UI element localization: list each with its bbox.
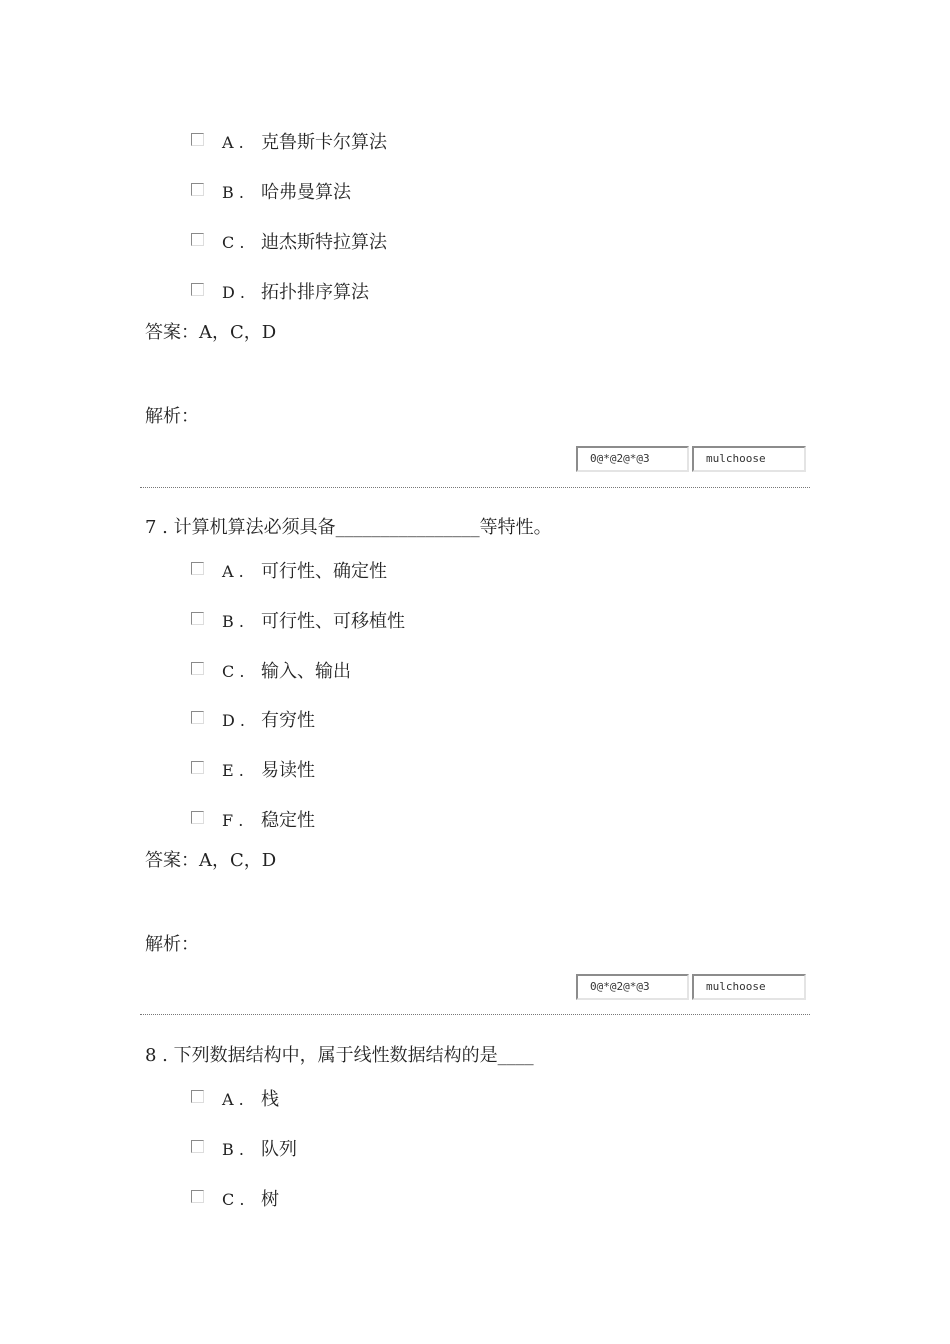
q7-option-e[interactable]	[191, 760, 451, 782]
q6-option-d[interactable]	[191, 282, 451, 304]
option-letter: A .	[222, 1090, 244, 1109]
q7-answer: 答案：A，C，D	[145, 850, 277, 871]
option-letter: C .	[222, 1190, 245, 1209]
checkbox[interactable]	[191, 133, 204, 146]
divider	[140, 487, 810, 488]
divider	[140, 1014, 810, 1015]
q7-option-a[interactable]	[191, 561, 451, 583]
q6-type-field[interactable]: mulchoose	[692, 446, 806, 472]
option-letter: A .	[222, 133, 244, 152]
q6-answer: 答案：A，C，D	[145, 322, 277, 343]
checkbox[interactable]	[191, 711, 204, 724]
q7-type-field[interactable]: mulchoose	[692, 974, 806, 1000]
checkbox[interactable]	[191, 662, 204, 675]
checkbox[interactable]	[191, 811, 204, 824]
q7-score-field[interactable]: 0@*@2@*@3	[576, 974, 689, 1000]
option-letter: C .	[222, 662, 245, 681]
q6-score-field[interactable]: 0@*@2@*@3	[576, 446, 689, 472]
option-text: 有穷性	[261, 710, 315, 731]
checkbox[interactable]	[191, 1140, 204, 1153]
option-letter: D .	[222, 283, 245, 302]
q8-question: 8 . 下列数据结构中，属于线性数据结构的是____	[145, 1045, 534, 1066]
q6-option-c[interactable]	[191, 232, 451, 254]
checkbox[interactable]	[191, 761, 204, 774]
option-letter: B .	[222, 183, 244, 202]
option-letter: B .	[222, 1140, 244, 1159]
option-text: 迪杰斯特拉算法	[261, 232, 387, 253]
q7-option-b[interactable]	[191, 611, 451, 633]
option-letter: A .	[222, 562, 244, 581]
checkbox[interactable]	[191, 233, 204, 246]
option-letter: F .	[222, 811, 244, 830]
option-text: 易读性	[261, 760, 315, 781]
option-text: 输入、输出	[261, 661, 351, 682]
option-text: 克鲁斯卡尔算法	[261, 132, 387, 153]
option-text: 可行性、确定性	[261, 561, 387, 582]
option-text: 哈弗曼算法	[261, 182, 351, 203]
option-text: 拓扑排序算法	[261, 282, 369, 303]
checkbox[interactable]	[191, 183, 204, 196]
option-text: 可行性、可移植性	[261, 611, 405, 632]
checkbox[interactable]	[191, 283, 204, 296]
option-text: 栈	[261, 1089, 279, 1110]
q6-analysis-label: 解析：	[145, 406, 199, 427]
checkbox[interactable]	[191, 1190, 204, 1203]
option-text: 队列	[261, 1139, 297, 1160]
q8-option-a[interactable]	[191, 1089, 451, 1111]
option-letter: C .	[222, 233, 245, 252]
option-text: 稳定性	[261, 810, 315, 831]
q8-option-c[interactable]	[191, 1189, 451, 1211]
q6-option-a[interactable]	[191, 132, 451, 154]
q6-option-b[interactable]	[191, 182, 451, 204]
checkbox[interactable]	[191, 1090, 204, 1103]
q7-analysis-label: 解析：	[145, 934, 199, 955]
checkbox[interactable]	[191, 612, 204, 625]
q7-option-c[interactable]	[191, 661, 451, 683]
option-letter: E .	[222, 761, 244, 780]
option-letter: B .	[222, 612, 244, 631]
q7-option-f[interactable]	[191, 810, 451, 832]
q7-question: 7 . 计算机算法必须具备________________等特性。	[145, 517, 552, 538]
q7-option-d[interactable]	[191, 710, 451, 732]
q8-option-b[interactable]	[191, 1139, 451, 1161]
checkbox[interactable]	[191, 562, 204, 575]
option-text: 树	[261, 1189, 279, 1210]
option-letter: D .	[222, 711, 245, 730]
